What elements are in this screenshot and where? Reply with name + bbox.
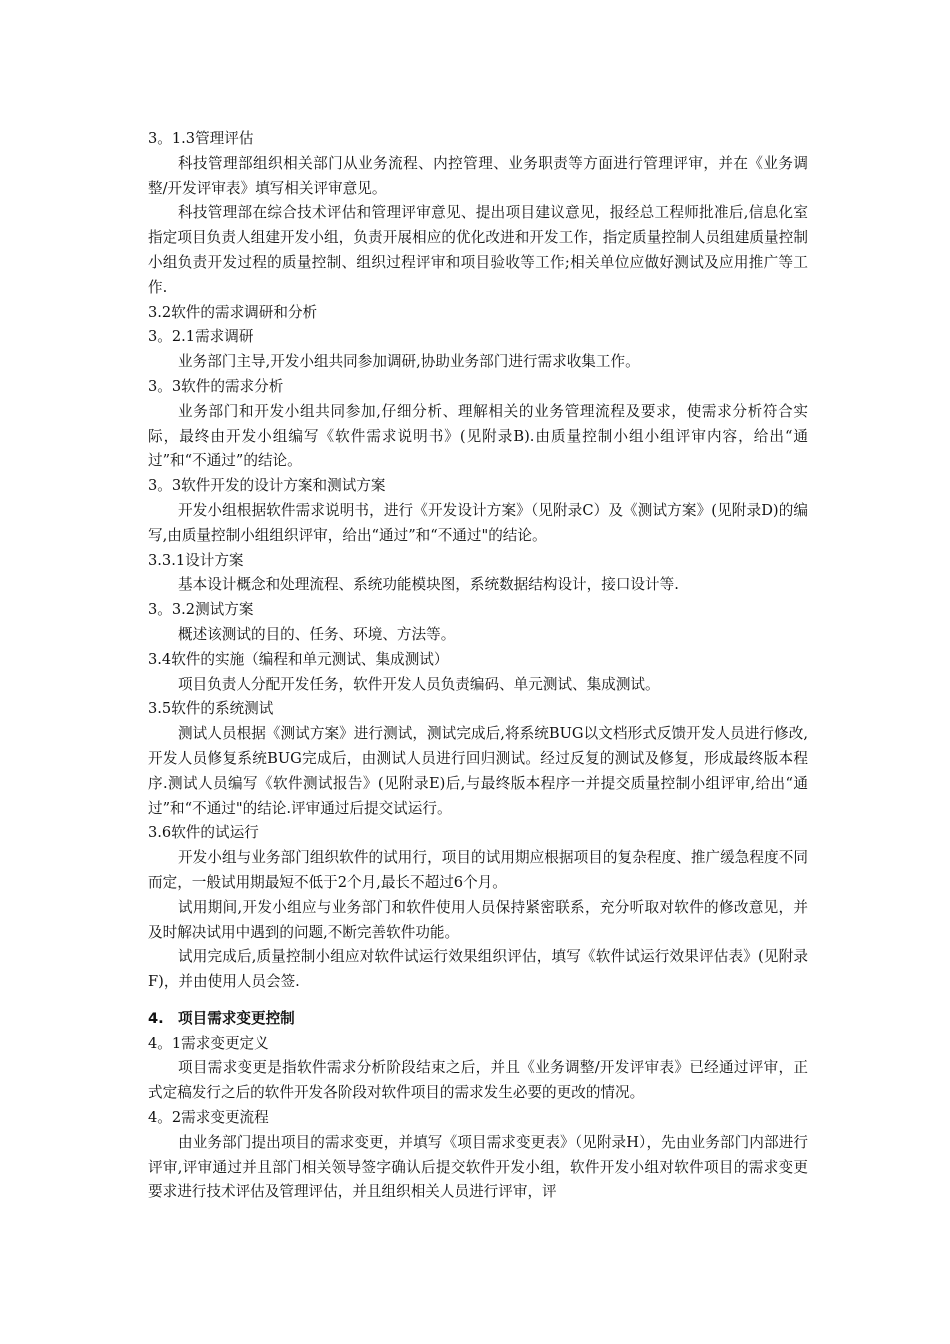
paragraph: 开发小组与业务部门组织软件的试用行，项目的试用期应根据项目的复杂程度、推广缓急程度不同而定，一般试用期最短不低于2个月,最长不超过6个月。 xyxy=(148,849,808,891)
paragraph: 开发小组根据软件需求说明书，进行《开发设计方案》（见附录C）及《测试方案》(见附录D)的编写,由质量控制小组组织评审，给出“通过”和“不通过"的结论。 xyxy=(148,501,808,544)
paragraph: 由业务部门提出项目的需求变更，并填写《项目需求变更表》（见附录H），先由业务部门内部进行评审,评审通过并且部门相关领导签字确认后提交软件开发小组，软件开发小组对软件项目的需求变更要求进行技术评估及管理评估，并且组织相关人员进行评审，评 xyxy=(148,1133,808,1201)
paragraph: 科技管理部在综合技术评估和管理评审意见、提出项目建议意见，报经总工程师批准后,信息化室指定项目负责人组建开发小组，负责开展相应的优化改进和开发工作，指定质量控制人员组建质量控制小组负责开发过程的质量控制、组织过程评审和项目验收等工作;相关单位应做好测试及应用推广等工作. xyxy=(148,204,808,296)
chapter-heading xyxy=(148,1007,808,1032)
paragraph: 试用期间,开发小组应与业务部门和软件使用人员保持紧密联系，充分听取对软件的修改意见，并及时解决试用中遇到的问题,不断完善软件功能。 xyxy=(148,898,808,941)
section-heading: 3.6软件的试运行 xyxy=(148,824,259,842)
section-heading: 3.5软件的系统测试 xyxy=(148,700,274,718)
paragraph: 科技管理部组织相关部门从业务流程、内控管理、业务职责等方面进行管理评审，并在《业务调整/开发评审表》填写相关评审意见。 xyxy=(148,154,808,197)
section-heading: 3。3.2测试方案 xyxy=(148,601,254,619)
paragraph: 业务部门主导,开发小组共同参加调研,协助业务部门进行需求收集工作。 xyxy=(178,353,640,371)
paragraph: 概述该测试的目的、任务、环境、方法等。 xyxy=(178,625,456,643)
section-heading: 4。2需求变更流程 xyxy=(148,1109,269,1127)
section-heading: 3.2软件的需求调研和分析 xyxy=(148,303,318,321)
section-heading: 3.3.1设计方案 xyxy=(148,551,244,569)
section-heading: 3.4软件的实施（编程和单元测试、集成测试） xyxy=(148,650,449,668)
section-heading: 3。3软件开发的设计方案和测试方案 xyxy=(148,477,386,495)
document-body xyxy=(148,127,808,1205)
section-heading: 4。1需求变更定义 xyxy=(148,1034,269,1052)
paragraph: 项目需求变更是指软件需求分析阶段结束之后，并且《业务调整/开发评审表》已经通过评审，正式定稿发行之后的软件开发各阶段对软件项目的需求发生必要的更改的情况。 xyxy=(148,1059,808,1102)
paragraph: 基本设计概念和处理流程、系统功能模块图，系统数据结构设计，接口设计等. xyxy=(178,576,679,594)
paragraph: 业务部门和开发小组共同参加,仔细分析、理解相关的业务管理流程及要求，使需求分析符合实际，最终由开发小组编写《软件需求说明书》(见附录B).由质量控制小组小组评审内容，给出“通过”和“不通过”的结论。 xyxy=(148,402,808,470)
section-heading: 3。2.1需求调研 xyxy=(148,328,254,346)
chapter-number: 4. xyxy=(148,1009,164,1027)
section-heading: 3。1.3管理评估 xyxy=(148,130,254,147)
paragraph: 试用完成后,质量控制小组应对软件试运行效果组织评估，填写《软件试运行效果评估表》(见附录F)，并由使用人员会签. xyxy=(148,948,808,991)
paragraph: 测试人员根据《测试方案》进行测试，测试完成后,将系统BUG以文档形式反馈开发人员进行修改,开发人员修复系统BUG完成后，由测试人员进行回归测试。经过反复的测试及修复，形成最终版本程序.测试人员编写《软件测试报告》(见附录E)后,与最终版本程序一并提交质量控制小组评审,给出“通过”和“不通过"的结论.评审通过后提交试运行。 xyxy=(148,725,808,817)
paragraph: 项目负责人分配开发任务，软件开发人员负责编码、单元测试、集成测试。 xyxy=(178,675,660,693)
section-heading: 3。3软件的需求分析 xyxy=(148,377,284,395)
chapter-title: 项目需求变更控制 xyxy=(178,1009,295,1027)
